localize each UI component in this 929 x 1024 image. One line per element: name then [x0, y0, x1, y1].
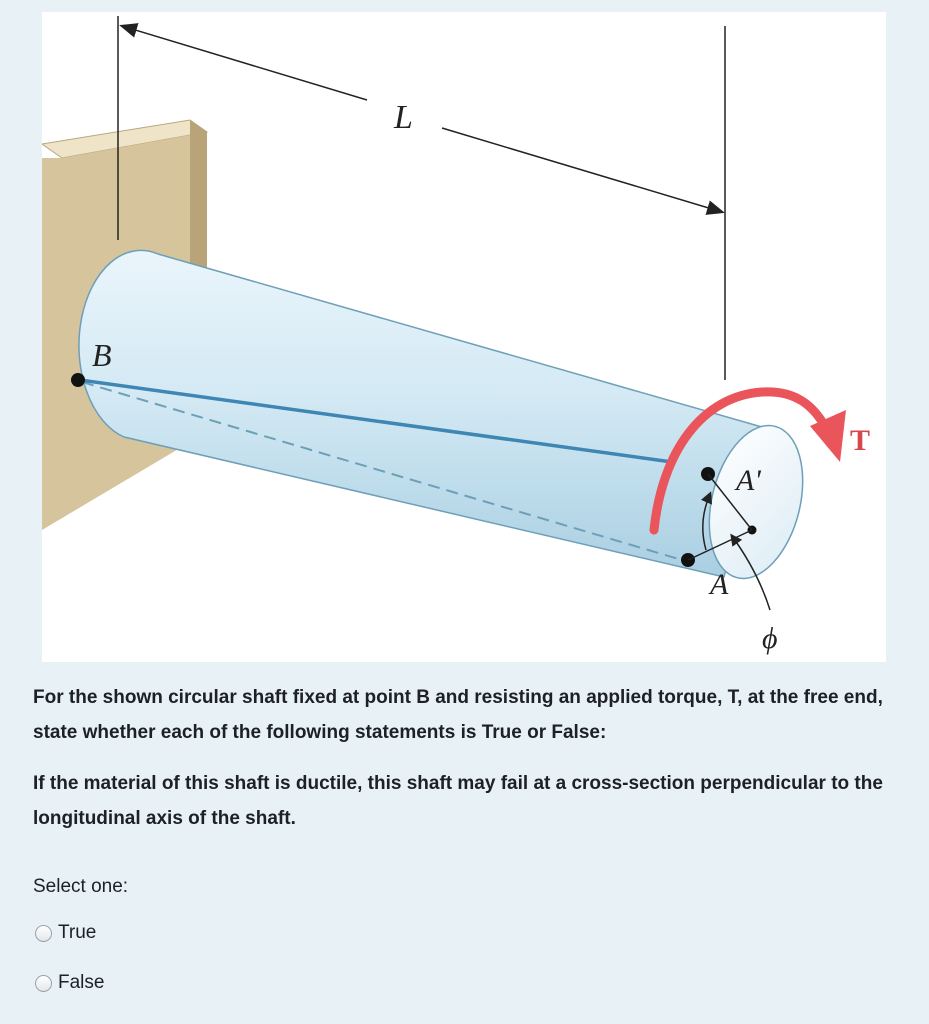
- radio-false[interactable]: [35, 975, 52, 992]
- option-false-label: False: [58, 972, 105, 993]
- dimension-arrow-left: [122, 26, 367, 100]
- select-one-prompt: Select one:: [33, 876, 129, 897]
- shaft-diagram: [42, 12, 886, 662]
- label-fixed-point: B: [92, 337, 112, 373]
- label-point-original: A: [710, 568, 729, 601]
- label-torque: T: [850, 424, 871, 457]
- point-b: [71, 373, 85, 387]
- shaft-figure: [42, 12, 886, 662]
- option-true-label: True: [58, 922, 97, 943]
- label-point-displaced: A': [736, 464, 761, 497]
- label-length: L: [394, 99, 413, 136]
- label-angle: ϕ: [762, 622, 778, 655]
- dimension-arrow-right: [442, 128, 722, 212]
- option-false[interactable]: [35, 972, 104, 994]
- option-true[interactable]: [35, 922, 96, 944]
- question-statement: If the material of this shaft is ductile, this shaft may fail at a cross-section perpendicular to the longitudinal axis of the shaft.: [33, 773, 883, 829]
- radio-true[interactable]: [35, 925, 52, 942]
- question-intro: For the shown circular shaft fixed at point B and resisting an applied torque, T, at the free end, state whether each of the following statements is True or False:: [33, 687, 883, 743]
